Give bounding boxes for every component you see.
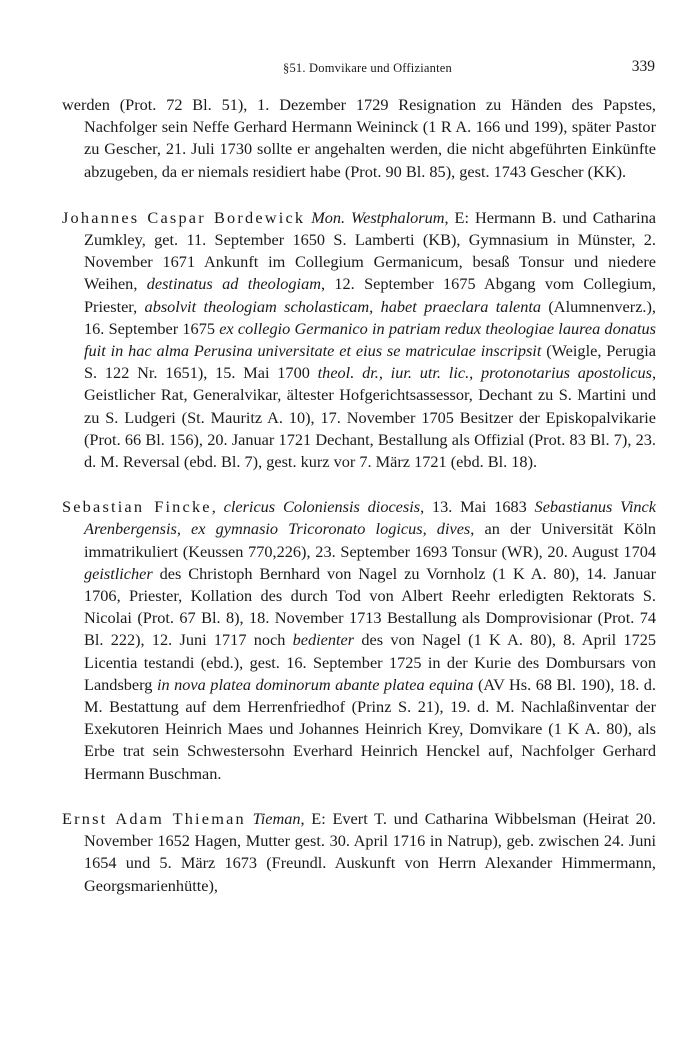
entry-text: , 12. September 1675 Abgang vom Collegium, Priester, xyxy=(84,274,657,316)
latin-quote: ex collegio Germanico in patriam redux theologiae laurea donatus fuit in hac alma Perusina universitate et eius se matriculae inscripsit xyxy=(84,318,656,361)
latin-quote: clericus Coloniensis diocesis xyxy=(223,497,421,517)
latin-quote: absolvit theologiam scholasticam, habet praeclara talenta xyxy=(144,296,541,316)
latin-quote: Mon. Westphalorum xyxy=(311,207,445,227)
entry-bordewick xyxy=(62,207,656,473)
entry-text: , Geistlicher Rat, Generalvikar, ältester Hofgerichtsassessor, Dechant zu S. Martini und zu S. Ludgeri (St. Mauritz A. 10), 17. November 1705 Besitzer der Episkopalvikarie (Prot. 66 Bl. 156), 20. Januar 1721 Dechant, Bestallung als Offizial (Prot. 83 Bl. 7), 23. d. M. Reversal (ebd. Bl. 7), gest. kurz vor 7. März 1721 (ebd. Bl. 18). xyxy=(84,363,657,472)
entry-text: werden (Prot. 72 Bl. 51), 1. Dezember 1729 Resignation zu Händen des Papstes, Nachfolger sein Neffe Gerhard Hermann Weininck (1 R A. 166 und 199), später Pastor zu Gescher, 21. Juli 1730 sollte er angehalten werden, die nicht abgeführten Einkünfte abzugeben, da er niemals residiert habe (Prot. 90 Bl. 85), gest. 1743 Gescher (KK). xyxy=(62,95,656,181)
running-head: §51. Domvikare und Offizianten xyxy=(283,61,452,75)
entry-text: (AV Hs. 68 Bl. 190), 18. d. M. Bestattung auf dem Herrenfriedhof (Prinz S. 21), 19. d. M. Nachlaßinventar der Exekutoren Heinrich Maes und Johannes Heinrich Krey, Domvikare (1 K A. 80), als Erbe trat sein Schwestersohn Everhard Heinrich Henckel auf, Nachfolger Gerhard Hermann Buschman. xyxy=(84,674,657,783)
page-header xyxy=(80,58,655,78)
entry-fincke xyxy=(62,496,656,785)
latin-quote: destinatus ad theologiam xyxy=(146,274,321,294)
latin-quote: Tieman xyxy=(252,808,301,828)
entry-text: , E: Evert T. und Catharina Wibbelsman (Heirat 20. November 1652 Hagen, Mutter gest. 30. April 1716 in Natrup), geb. zwischen 24. Juni 1654 und 5. März 1673 (Freundl. Auskunft von Herrn Alexander Himmermann, Georgsmarienhütte), xyxy=(84,808,656,895)
body-text xyxy=(62,94,656,920)
entry-text: des Christoph Bernhard von Nagel zu Vornholz (1 K A. 80), 14. Januar 1706, Priester, Kollation des durch Tod von Albert Reehr erledigten Rektorats S. Nicolai (Prot. 67 Bl. 8), 18. November 1713 Bestallung als Domprovisionar (Prot. 74 Bl. 222), 12. Juni 1717 noch xyxy=(84,563,656,650)
entry-continuation xyxy=(62,94,656,183)
entry-text: des von Nagel (1 K A. 80), 8. April 1725 Licentia testandi (ebd.), gest. 16. September 1725 in der Kurie des Dombursars von Landsberg xyxy=(84,630,656,694)
latin-quote: Sebastianus Vinck Arenbergensis, ex gymnasio Tricoronato logicus, dives xyxy=(84,497,656,539)
entry-name: Sebastian Fincke xyxy=(62,497,212,517)
page-number: 339 xyxy=(631,58,655,75)
entry-thieman xyxy=(62,808,656,897)
entry-text: (Weigle, Perugia S. 122 Nr. 1651), 15. Mai 1700 xyxy=(84,341,656,383)
entry-name: Ernst Adam Thieman xyxy=(62,808,246,828)
latin-quote: theol. dr., iur. utr. lic., protonotarius apostolicus xyxy=(317,363,652,383)
entry-text: (Alumnenverz.), 16. September 1675 xyxy=(84,296,656,338)
entry-name: Johannes Caspar Bordewick xyxy=(62,207,306,227)
entry-text xyxy=(246,809,253,828)
latin-quote: in nova platea dominorum abante platea equina xyxy=(156,674,474,694)
entry-text: , E: Hermann B. und Catharina Zumkley, get. 11. September 1650 S. Lamberti (KB), Gymnasium in Münster, 2. November 1671 Ankunft im Collegium Germanicum, besaß Tonsur und niedere Weihen, xyxy=(84,207,657,294)
entry-text: , xyxy=(211,497,224,517)
latin-quote: geistlicher xyxy=(84,563,153,583)
latin-quote: bedienter xyxy=(292,630,355,650)
entry-text: , an der Universität Köln immatrikuliert (Keussen 770,226), 23. September 1693 Tonsur (WR), 20. August 1704 xyxy=(84,519,656,561)
entry-text: , 13. Mai 1683 xyxy=(420,497,535,517)
